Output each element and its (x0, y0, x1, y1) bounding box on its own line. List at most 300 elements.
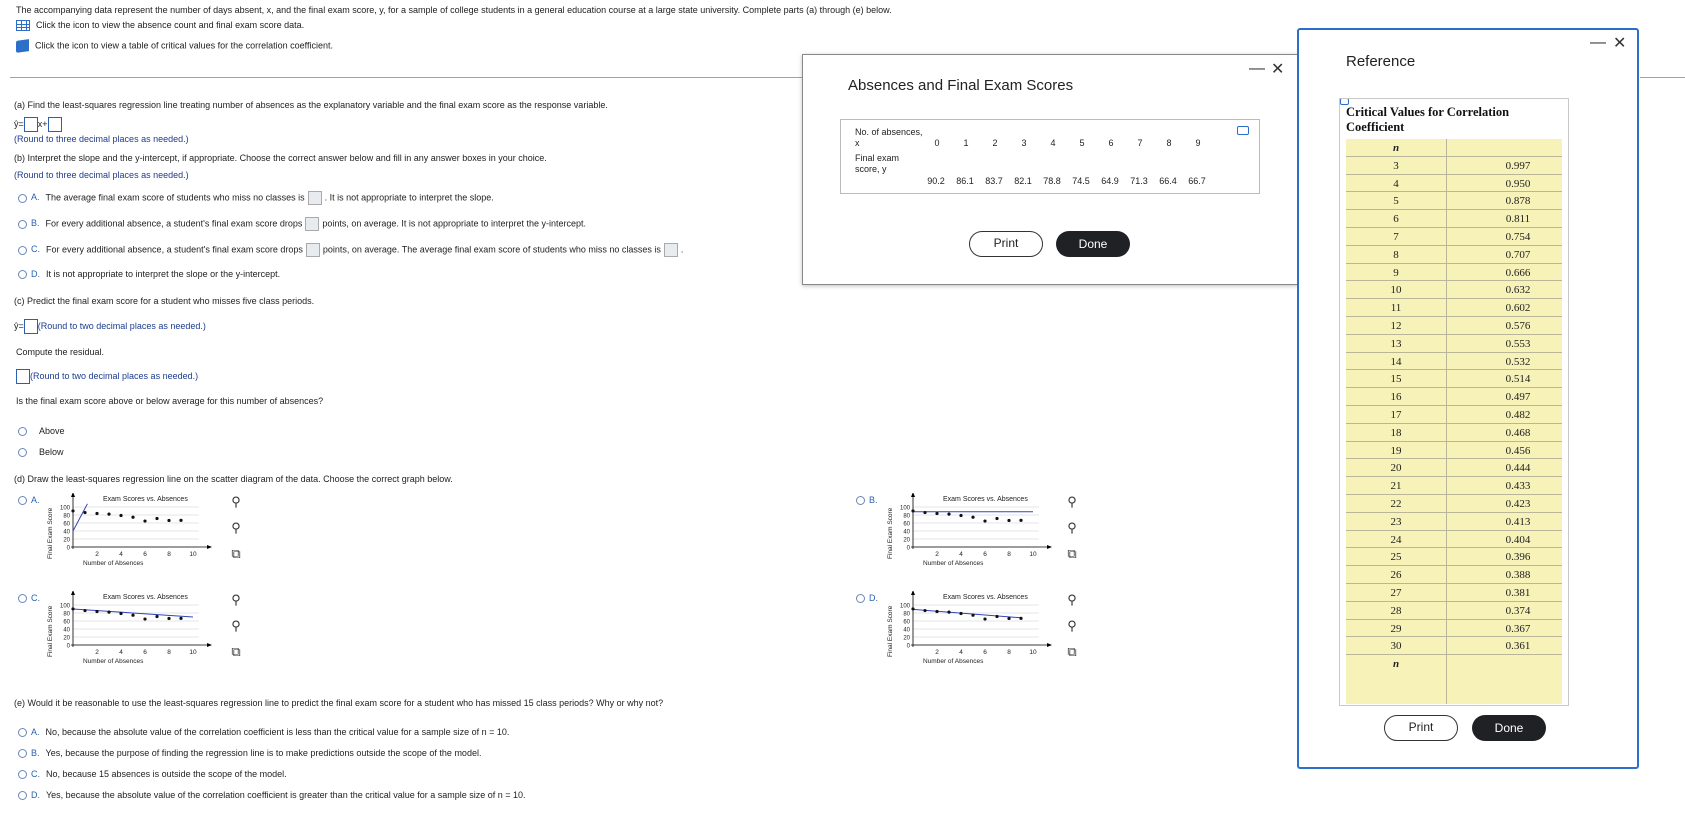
cv-n: 19 (1390, 444, 1402, 457)
data-point (143, 519, 146, 522)
data-point (935, 512, 938, 515)
y-value: 74.5 (1072, 176, 1090, 186)
x-tick-label: 2 (935, 649, 939, 656)
cv-row (1346, 477, 1562, 495)
data-point (983, 617, 986, 620)
data-point (179, 617, 182, 620)
expand-icon[interactable]: ⧉ (1067, 546, 1077, 561)
data-point (911, 509, 914, 512)
cv-row (1346, 406, 1562, 424)
y-value: 83.7 (985, 176, 1003, 186)
radio[interactable] (18, 220, 27, 229)
cv-value: 0.997 (1505, 159, 1531, 172)
reference-popup (1297, 28, 1639, 769)
x-value: 9 (1195, 138, 1201, 148)
data-point (83, 609, 86, 612)
close-icon[interactable]: ✕ (1271, 61, 1285, 78)
y-tick-label: 100 (59, 505, 70, 512)
part-b-option-c[interactable]: C. For every additional absence, a student's final exam score drops points, on average. The average final exam score of students who miss no classes is . (18, 243, 683, 257)
cv-row (1346, 335, 1562, 353)
y-tick-label: 0 (66, 643, 70, 650)
x-tick-label: 6 (983, 649, 987, 656)
x-tick-label: 4 (959, 649, 963, 656)
y-tick-label: 40 (63, 529, 70, 536)
expand-icon[interactable]: ⧉ (1067, 644, 1077, 659)
cv-n: 24 (1390, 533, 1402, 546)
data-point (959, 612, 962, 615)
cv-row (1346, 264, 1562, 282)
graph-title: Exam Scores vs. Absences (103, 496, 188, 503)
cv-n: 27 (1390, 587, 1402, 599)
row-label-x: No. of absences, x (855, 127, 923, 148)
zoom-in-icon[interactable]: ⚲ (231, 494, 241, 509)
zoom-out-icon[interactable]: ⚲ (231, 520, 241, 535)
x-tick-label: 4 (959, 551, 963, 558)
cv-header (1346, 139, 1562, 157)
x-tick-label: 8 (1007, 551, 1011, 558)
x-tick-label: 10 (189, 649, 197, 656)
part-e-option-b[interactable]: B. Yes, because the purpose of finding the regression line is to make predictions outside the scope of the model. (18, 748, 481, 758)
graph-tools-b (1064, 494, 1082, 572)
data-point (983, 519, 986, 522)
data-point (935, 610, 938, 613)
part-a-answer: ŷ= x+ (14, 117, 62, 132)
y-value: 64.9 (1101, 176, 1119, 186)
scatter-graph-b (885, 493, 1055, 575)
data-point (947, 513, 950, 516)
answer-box[interactable] (664, 243, 678, 257)
minimize-icon[interactable]: — (1249, 60, 1265, 77)
data-point (1019, 519, 1022, 522)
data-popup (802, 54, 1298, 285)
cv-row (1346, 246, 1562, 264)
y-tick-label: 60 (63, 619, 70, 626)
x-tick-label: 2 (935, 551, 939, 558)
data-point (959, 514, 962, 517)
data-point (923, 511, 926, 514)
data-point (911, 607, 914, 610)
graph-option-c[interactable]: C. (18, 593, 46, 603)
radio[interactable] (18, 448, 27, 457)
zoom-in-icon[interactable]: ⚲ (231, 592, 241, 607)
cv-value: 0.602 (1505, 302, 1531, 315)
print-button[interactable]: Print (1384, 715, 1458, 741)
y-axis-label: Final Exam Score (47, 507, 54, 559)
answer-box[interactable] (306, 243, 320, 257)
radio[interactable] (856, 496, 865, 505)
y-value: 66.4 (1159, 176, 1177, 186)
cv-n: 20 (1390, 462, 1402, 475)
part-c-question: (c) Predict the final exam score for a student who misses five class periods. (14, 296, 315, 306)
residual-input[interactable] (16, 369, 30, 384)
cv-footer (1346, 655, 1562, 673)
zoom-out-icon[interactable]: ⚲ (231, 618, 241, 633)
cv-row (1346, 495, 1562, 513)
cv-value: 0.413 (1505, 515, 1531, 528)
x-value: 0 (934, 138, 940, 148)
print-button[interactable]: Print (969, 231, 1043, 257)
x-arrow (1047, 545, 1052, 549)
copy-icon[interactable] (1237, 126, 1249, 135)
y-tick-label: 80 (903, 513, 910, 520)
cv-n: 3 (1393, 159, 1399, 172)
graph-option-b[interactable]: B. (856, 495, 884, 505)
y-tick-label: 20 (63, 635, 70, 642)
data-point (107, 513, 110, 516)
cv-n: 30 (1390, 640, 1402, 653)
cv-row (1346, 459, 1562, 477)
part-e-option-d[interactable]: D. Yes, because the absolute value of the correlation coefficient is greater than the critical value for a sample size of n = 10. (18, 790, 526, 800)
cv-n: 23 (1390, 515, 1402, 528)
residual-label: Compute the residual. (16, 347, 105, 357)
x-value: 6 (1108, 138, 1114, 148)
data-point (131, 614, 134, 617)
cv-row (1346, 584, 1562, 602)
radio[interactable] (18, 791, 27, 800)
cv-value: 0.374 (1505, 604, 1531, 617)
divider (10, 77, 802, 78)
y-arrow (71, 493, 75, 497)
cv-value: 0.878 (1505, 195, 1531, 208)
data-point (1007, 519, 1010, 522)
expand-icon[interactable]: ⧉ (231, 546, 241, 561)
data-point (179, 519, 182, 522)
x-value: 3 (1021, 138, 1027, 148)
book-icon[interactable] (16, 39, 29, 53)
cv-row (1346, 548, 1562, 566)
table-icon[interactable] (16, 20, 30, 31)
intro-text: The accompanying data represent the number of days absent, x, and the final exam score, y, for a sample of college students in a general education course at a large state university. Complete parts (a) through (e) below. (16, 5, 892, 15)
y-tick-label: 100 (59, 603, 70, 610)
cv-value: 0.367 (1505, 622, 1531, 635)
cv-value: 0.950 (1505, 177, 1531, 190)
cv-row (1346, 602, 1562, 620)
cv-value: 0.532 (1505, 355, 1531, 368)
cv-value: 0.433 (1505, 480, 1531, 493)
x-tick-label: 4 (119, 551, 123, 558)
cv-value: 0.707 (1505, 248, 1531, 261)
cv-value: 0.482 (1505, 409, 1531, 421)
data-point (1007, 617, 1010, 620)
graph-tools-a (228, 494, 246, 572)
y-tick-label: 100 (899, 505, 910, 512)
data-point (95, 512, 98, 515)
cv-value: 0.468 (1505, 426, 1531, 439)
cv-row (1346, 620, 1562, 638)
cv-n: 8 (1393, 248, 1399, 261)
cv-n: 28 (1390, 604, 1402, 617)
graph-title: Exam Scores vs. Absences (943, 496, 1028, 503)
data-point (971, 516, 974, 519)
x-tick-label: 2 (95, 551, 99, 558)
cv-n: 21 (1390, 480, 1402, 493)
data-point (95, 610, 98, 613)
cv-table-body (1346, 139, 1562, 704)
prediction-input[interactable] (24, 319, 38, 334)
cv-n: 26 (1390, 569, 1402, 582)
radio[interactable] (18, 427, 27, 436)
y-tick-label: 20 (903, 537, 910, 544)
x-tick-label: 4 (119, 649, 123, 656)
cv-value: 0.444 (1505, 462, 1531, 475)
part-d-question: (d) Draw the least-squares regression line on the scatter diagram of the data. Choose the correct graph below. (14, 474, 453, 484)
cv-value: 0.811 (1505, 213, 1531, 226)
y-value: 71.3 (1130, 176, 1148, 186)
intercept-input[interactable] (48, 117, 62, 132)
y-tick-label: 60 (903, 521, 910, 528)
data-point (131, 516, 134, 519)
x-value: 4 (1050, 138, 1056, 148)
x-axis-label: Number of Absences (923, 560, 984, 567)
y-tick-label: 0 (66, 545, 70, 552)
x-axis-label: Number of Absences (923, 658, 984, 665)
x-arrow (1047, 643, 1052, 647)
cv-n: 25 (1390, 551, 1402, 564)
cv-header-n: n (1392, 142, 1400, 154)
cv-n: 4 (1393, 177, 1399, 190)
part-e-option-a[interactable]: A. No, because the absolute value of the correlation coefficient is less than the critical value for a sample size of n = 10. (18, 727, 509, 737)
expand-icon[interactable]: ⧉ (231, 644, 241, 659)
cv-value: 0.666 (1505, 266, 1531, 279)
graph-title: Exam Scores vs. Absences (103, 594, 188, 601)
cv-row (1346, 388, 1562, 406)
data-point (107, 611, 110, 614)
x-tick-label: 10 (189, 551, 197, 558)
y-tick-label: 20 (903, 635, 910, 642)
regression-line (73, 504, 87, 531)
cv-row (1346, 424, 1562, 442)
y-axis-label: Final Exam Score (887, 605, 894, 657)
data-point (167, 519, 170, 522)
zoom-in-icon[interactable]: ⚲ (1067, 592, 1077, 607)
radio[interactable] (856, 594, 865, 603)
part-a-round: (Round to three decimal places as needed.) (14, 134, 189, 144)
part-b-question: (b) Interpret the slope and the y-intercept, if appropriate. Choose the correct answer below and fill in any answer boxes in your choice. (14, 153, 547, 163)
x-value: 1 (963, 138, 969, 148)
data-link[interactable]: Click the icon to view the absence count and final exam score data. (16, 20, 304, 31)
option-below[interactable]: Below (18, 447, 64, 457)
y-value: 86.1 (956, 176, 974, 186)
graph-title: Exam Scores vs. Absences (943, 594, 1028, 601)
option-above[interactable]: Above (18, 426, 65, 436)
data-point (71, 509, 74, 512)
x-axis-label: Number of Absences (83, 560, 144, 567)
scatter-graph-a (45, 493, 215, 575)
cv-n: 16 (1390, 391, 1402, 404)
cv-value: 0.388 (1505, 569, 1531, 582)
x-tick-label: 10 (1029, 649, 1037, 656)
close-icon[interactable]: ✕ (1613, 35, 1627, 52)
y-tick-label: 80 (903, 611, 910, 618)
y-arrow (911, 493, 915, 497)
part-e-question: (e) Would it be reasonable to use the least-squares regression line to predict the final exam score for a student who has missed 15 class periods? Why or why not? (14, 698, 664, 708)
cv-row (1346, 228, 1562, 246)
graph-option-a[interactable]: A. (18, 495, 46, 505)
data-point (167, 617, 170, 620)
radio[interactable] (18, 770, 27, 779)
y-axis-label: Final Exam Score (887, 507, 894, 559)
graph-tools-d (1064, 592, 1082, 670)
y-tick-label: 0 (906, 643, 910, 650)
data-point (119, 514, 122, 517)
done-button[interactable]: Done (1056, 231, 1130, 257)
zoom-out-icon[interactable]: ⚲ (1067, 618, 1077, 633)
graph-option-d[interactable]: D. (856, 593, 884, 603)
y-value: 66.7 (1188, 176, 1206, 186)
cv-value: 0.632 (1505, 284, 1531, 297)
data-point (119, 612, 122, 615)
scatter-graph-d (885, 591, 1055, 673)
part-a-question: (a) Find the least-squares regression line treating number of absences as the explanatory variable and the final exam score as the response variable. (14, 100, 608, 110)
above-below-question: Is the final exam score above or below average for this number of absences? (16, 396, 324, 406)
cv-row (1346, 192, 1562, 210)
cv-table-title: Critical Values for Correlation Coefficient (1346, 105, 1510, 134)
x-tick-label: 2 (95, 649, 99, 656)
zoom-out-icon[interactable]: ⚲ (1067, 520, 1077, 535)
reference-title: Reference (1346, 53, 1416, 70)
slope-input[interactable] (24, 117, 38, 132)
data-table (840, 119, 1260, 194)
cv-value: 0.456 (1505, 444, 1531, 457)
row-label-y: Final exam score, y (855, 153, 900, 174)
cv-value: 0.404 (1505, 533, 1531, 546)
data-point (1019, 617, 1022, 620)
zoom-in-icon[interactable]: ⚲ (1067, 494, 1077, 509)
cv-n: 6 (1393, 213, 1399, 226)
radio[interactable] (18, 728, 27, 737)
data-point (995, 517, 998, 520)
cv-value: 0.381 (1505, 587, 1531, 599)
y-tick-label: 40 (903, 529, 910, 536)
cv-n: 22 (1390, 498, 1402, 510)
scatter-graph-c (45, 591, 215, 673)
residual-answer: (Round to two decimal places as needed.) (16, 369, 198, 384)
critical-values-link[interactable]: Click the icon to view a table of critical values for the correlation coefficient. (16, 40, 333, 52)
y-tick-label: 40 (903, 627, 910, 634)
done-button[interactable]: Done (1472, 715, 1546, 741)
cv-row (1346, 157, 1562, 175)
x-tick-label: 6 (983, 551, 987, 558)
minimize-icon[interactable]: — (1590, 34, 1606, 51)
x-tick-label: 8 (167, 551, 171, 558)
cv-n: 12 (1390, 320, 1402, 332)
data-point (83, 511, 86, 514)
y-tick-label: 100 (899, 603, 910, 610)
cv-value: 0.396 (1505, 551, 1531, 564)
cv-row (1346, 531, 1562, 549)
cv-n: 15 (1390, 373, 1402, 386)
cv-row (1346, 317, 1562, 335)
critical-values-table (1339, 98, 1569, 706)
cv-row (1346, 442, 1562, 460)
cv-row (1346, 637, 1562, 655)
y-value: 82.1 (1014, 176, 1032, 186)
y-value: 78.8 (1043, 176, 1061, 186)
x-tick-label: 8 (1007, 649, 1011, 656)
cv-n: 14 (1390, 355, 1402, 368)
regression-line (913, 609, 1021, 617)
x-value: 2 (992, 138, 998, 148)
answer-box[interactable] (305, 217, 319, 231)
cv-footer-n: n (1392, 658, 1400, 671)
x-tick-label: 6 (143, 649, 147, 656)
y-axis-label: Final Exam Score (47, 605, 54, 657)
data-point (995, 615, 998, 618)
cv-n: 29 (1390, 622, 1402, 635)
cv-value: 0.514 (1505, 373, 1531, 386)
radio[interactable] (18, 594, 27, 603)
radio[interactable] (18, 496, 27, 505)
y-tick-label: 80 (63, 513, 70, 520)
data-popup-title: Absences and Final Exam Scores (848, 77, 1074, 94)
part-e-option-c[interactable]: C. No, because 15 absences is outside the scope of the model. (18, 769, 287, 779)
cv-row (1346, 281, 1562, 299)
cv-value: 0.497 (1505, 391, 1531, 404)
radio[interactable] (18, 270, 27, 279)
part-b-option-d[interactable]: D. It is not appropriate to interpret the slope or the y-intercept. (18, 269, 280, 279)
cv-n: 5 (1393, 195, 1399, 208)
x-axis-label: Number of Absences (83, 658, 144, 665)
radio[interactable] (18, 246, 27, 255)
cv-value: 0.576 (1505, 320, 1531, 332)
graph-tools-c (228, 592, 246, 670)
cv-n: 7 (1393, 231, 1399, 243)
part-b-option-b[interactable]: B. For every additional absence, a student's final exam score drops points, on average. It is not appropriate to interpret the y-intercept. (18, 217, 586, 231)
data-point (947, 611, 950, 614)
y-tick-label: 80 (63, 611, 70, 618)
y-arrow (71, 591, 75, 595)
data-point (155, 517, 158, 520)
x-tick-label: 8 (167, 649, 171, 656)
data-point (923, 609, 926, 612)
cv-row (1346, 566, 1562, 584)
divider-right (1640, 77, 1685, 78)
cv-n: 10 (1390, 284, 1402, 297)
radio[interactable] (18, 749, 27, 758)
y-tick-label: 60 (903, 619, 910, 626)
cv-n: 13 (1390, 337, 1402, 350)
y-tick-label: 60 (63, 521, 70, 528)
cv-value: 0.361 (1505, 640, 1531, 653)
cv-n: 17 (1390, 409, 1402, 421)
data-point (143, 617, 146, 620)
radio[interactable] (18, 194, 27, 203)
cv-n: 9 (1393, 266, 1399, 279)
cv-row (1346, 299, 1562, 317)
cv-row (1346, 353, 1562, 371)
cv-n: 11 (1390, 302, 1402, 315)
data-point (71, 607, 74, 610)
part-b-round: (Round to three decimal places as needed.) (14, 170, 189, 180)
part-b-option-a[interactable]: A. The average final exam score of students who miss no classes is . It is not appropriate to interpret the slope. (18, 191, 494, 205)
x-value: 7 (1137, 138, 1143, 148)
cv-value: 0.423 (1505, 498, 1531, 510)
x-tick-label: 6 (143, 551, 147, 558)
cv-value: 0.754 (1505, 231, 1531, 243)
x-arrow (207, 545, 212, 549)
x-arrow (207, 643, 212, 647)
cv-n: 18 (1390, 426, 1402, 439)
data-point (971, 614, 974, 617)
cv-row (1346, 175, 1562, 193)
y-value: 90.2 (927, 176, 945, 186)
cv-row (1346, 513, 1562, 531)
part-c-answer: ŷ= (Round to two decimal places as needed.) (14, 319, 206, 334)
cv-row (1346, 210, 1562, 228)
data-point (155, 615, 158, 618)
answer-box[interactable] (308, 191, 322, 205)
x-value: 8 (1166, 138, 1172, 148)
